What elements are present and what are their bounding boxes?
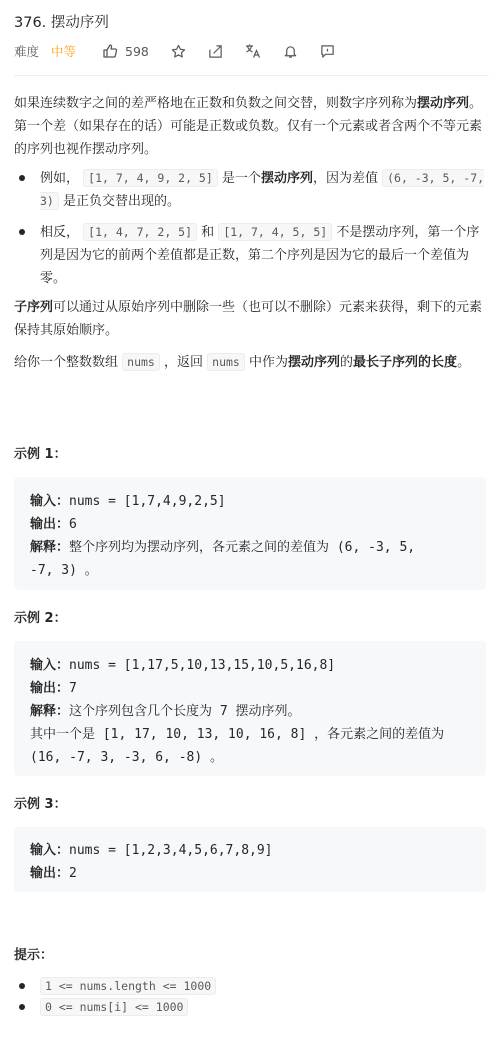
translate-button[interactable]: [245, 43, 261, 59]
list-item: [40, 997, 188, 1018]
example-1-title: 示例 1：: [14, 447, 67, 462]
code-snippet: (6, -3, 5, -7, 3): [40, 171, 485, 208]
code-snippet: nums: [207, 353, 245, 371]
code-snippet: 0 <= nums[i] <= 1000: [40, 998, 188, 1016]
star-icon: [171, 44, 186, 59]
description-paragraph-2: 子序列可以通过从原始序列中删除一些（也可以不删除）元素来获得，剩下的元素保持其原始顺序。: [14, 300, 483, 338]
example-3-box: 输入：nums = [1,2,3,4,5,6,7,8,9] 输出：2: [14, 827, 486, 892]
list-item: 相反， [1, 4, 7, 2, 5] 和 [1, 7, 4, 5, 5] 不是摆动序列，第一个序列是因为它的前两个差值都是正数，第二个序列是因为它的最后一个差值为零。: [40, 221, 488, 290]
code-snippet: [1, 7, 4, 9, 2, 5]: [83, 169, 218, 187]
feedback-button[interactable]: [320, 44, 335, 59]
share-icon: [208, 44, 223, 59]
code-snippet: [1, 4, 7, 2, 5]: [83, 223, 197, 241]
list-item: [40, 976, 216, 997]
example-2-title: 示例 2：: [14, 611, 67, 626]
problem-title: 376. 摆动序列: [14, 15, 109, 31]
favorite-button[interactable]: [171, 44, 186, 59]
list-item: 例如， [1, 7, 4, 9, 2, 5] 是一个摆动序列，因为差值 (6, -3, 5, -7, 3) 是正负交替出现的。: [40, 167, 488, 213]
hints-title: 提示：: [14, 948, 54, 963]
comment-icon: [320, 44, 335, 59]
description-paragraph-3: 给你一个整数数组 nums ，返回 nums 中作为摆动序列的最长子序列的长度。: [14, 355, 471, 370]
share-button[interactable]: [208, 44, 223, 59]
bullet-dot: [19, 983, 25, 989]
difficulty-badge: 中等: [51, 44, 77, 59]
like-button[interactable]: [102, 43, 149, 59]
bullet-dot: [19, 229, 25, 235]
code-snippet: nums: [122, 353, 160, 371]
difficulty-label: 难度: [14, 44, 40, 59]
notify-button[interactable]: [283, 44, 298, 59]
translate-icon: [245, 43, 261, 59]
bullet-dot: [19, 1004, 25, 1010]
code-snippet: [1, 7, 4, 5, 5]: [218, 223, 332, 241]
thumbs-up-icon: [102, 43, 118, 59]
code-snippet: 1 <= nums.length <= 1000: [40, 977, 216, 995]
example-3-title: 示例 3：: [14, 797, 67, 812]
bullet-dot: [19, 175, 25, 181]
problem-meta-bar: [14, 40, 335, 62]
example-1-box: 输入：nums = [1,7,4,9,2,5] 输出：6 解释：整个序列均为摆动序列，各元素之间的差值为 (6, -3, 5, -7, 3) 。: [14, 477, 486, 590]
divider: [14, 75, 489, 76]
like-count: 598: [125, 43, 149, 59]
bell-icon: [283, 44, 298, 59]
example-2-box: 输入：nums = [1,17,5,10,13,15,10,5,16,8] 输出：7 解释：这个序列包含几个长度为 7 摆动序列。 其中一个是 [1, 17, 10, 13, 10, 16, 8] ，各元素之间的差值为 (16, -7, 3, -3, 6, -8) 。: [14, 641, 486, 776]
description-paragraph-1: 如果连续数字之间的差严格地在正数和负数之间交替，则数字序列称为摆动序列。第一个差（如果存在的话）可能是正数或负数。仅有一个元素或者含两个不等元素的序列也视作摆动序列。: [14, 96, 483, 157]
